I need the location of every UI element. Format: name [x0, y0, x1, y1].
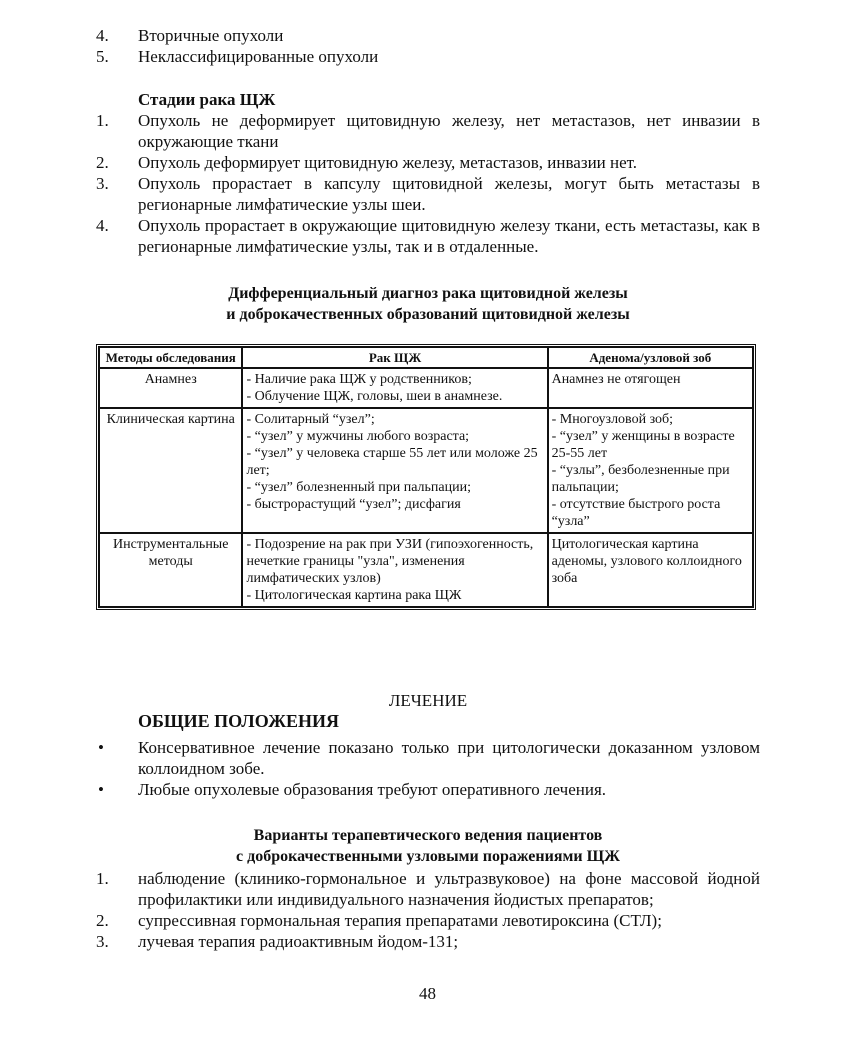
list-item-number: 2.	[96, 911, 109, 930]
table-cell-method: Клиническая картина	[99, 408, 242, 533]
tumor-types-list	[96, 25, 760, 67]
list-item	[96, 931, 760, 952]
cell-line: - Подозрение на рак при УЗИ (гипоэхогенность, нечеткие границы "узла", изменения лимфатических узлов)	[246, 537, 534, 586]
list-item	[96, 215, 760, 257]
cell-line: - Солитарный “узел”;	[246, 412, 375, 427]
heading-line: Дифференциальный диагноз рака щитовидной железы	[228, 285, 628, 302]
list-item-text: Любые опухолевые образования требуют оперативного лечения.	[138, 780, 607, 799]
bullet-icon: •	[98, 780, 104, 799]
list-item	[96, 779, 760, 800]
table-row	[99, 368, 753, 408]
differential-diagnosis-heading	[96, 283, 760, 325]
list-item-text: Опухоль деформирует щитовидную железу, метастазов, инвазии нет.	[138, 153, 638, 172]
bullet-icon: •	[98, 738, 104, 757]
list-item-text: супрессивная гормональная терапия препаратами левотироксина (СТЛ);	[138, 911, 662, 930]
table-header-row	[99, 347, 753, 368]
cell-line: - “узлы”, безболезненные при пальпации;	[551, 463, 730, 495]
table-header-cancer: Рак ЩЖ	[242, 347, 547, 368]
stages-list	[96, 110, 760, 257]
list-item-number: 4.	[96, 216, 109, 235]
list-item	[96, 910, 760, 931]
therapy-variants-list	[96, 868, 760, 952]
list-item	[96, 25, 760, 46]
table-cell-cancer	[242, 368, 547, 408]
table-row	[99, 533, 753, 607]
cell-line: - Наличие рака ЩЖ у родственников;	[246, 372, 472, 387]
general-provisions-heading: ОБЩИЕ ПОЛОЖЕНИЯ	[138, 711, 340, 731]
cell-line: - отсутствие быстрого роста “узла”	[551, 497, 721, 529]
table-cell-adenoma	[548, 533, 753, 607]
cell-line: - Цитологическая картина рака ЩЖ	[246, 588, 462, 603]
list-item-text: наблюдение (клинико-гормональное и ультразвуковое) на фоне массовой йодной профилактики или индивидуального назначения йодистых препаратов;	[138, 869, 760, 909]
differential-diagnosis-table	[96, 344, 756, 610]
cell-line: - Многоузловой зоб;	[551, 412, 674, 427]
list-item-number: 5.	[96, 47, 109, 66]
cell-line: - быстрорастущий “узел”; дисфагия	[246, 497, 461, 512]
cell-line: - “узел” у человека старше 55 лет или моложе 25 лет;	[246, 446, 538, 478]
list-item-number: 3.	[96, 174, 109, 193]
table-row	[99, 408, 753, 533]
list-item	[96, 152, 760, 173]
cell-line: - Облучение ЩЖ, головы, шеи в анамнезе.	[246, 389, 503, 404]
stages-heading: Стадии рака ЩЖ	[138, 90, 276, 109]
list-item	[96, 173, 760, 215]
table-header-methods: Методы обследования	[99, 347, 242, 368]
list-item-number: 1.	[96, 869, 109, 888]
treatment-title: ЛЕЧЕНИЕ	[388, 691, 468, 710]
list-item	[96, 868, 760, 910]
list-item-number: 1.	[96, 111, 109, 130]
table-header-adenoma: Аденома/узловой зоб	[548, 347, 753, 368]
list-item-number: 2.	[96, 153, 109, 172]
table-cell-adenoma	[548, 408, 753, 533]
general-provisions-list	[96, 737, 760, 800]
list-item-text: Опухоль прорастает в капсулу щитовидной железы, могут быть метастазы в регионарные лимфатические узлы шеи.	[138, 174, 760, 214]
table-cell-method: Инструментальные методы	[99, 533, 242, 607]
list-item-number: 4.	[96, 26, 109, 45]
list-item-number: 3.	[96, 932, 109, 951]
list-item-text: лучевая терапия радиоактивным йодом-131;	[138, 932, 459, 951]
list-item	[96, 110, 760, 152]
therapy-variants-heading	[96, 825, 760, 867]
list-item-text: Консервативное лечение показано только при цитологически доказанном узловом коллоидном зобе.	[138, 738, 760, 778]
table-cell-cancer	[242, 533, 547, 607]
table-cell-cancer	[242, 408, 547, 533]
cell-line: - “узел” у женщины в возрасте 25-55 лет	[551, 429, 735, 461]
heading-line: Варианты терапевтического ведения пациентов	[253, 827, 603, 844]
list-item-text: Вторичные опухоли	[138, 26, 284, 45]
heading-line: с доброкачественными узловыми поражениями ЩЖ	[236, 848, 620, 865]
list-item-text: Опухоль прорастает в окружающие щитовидную железу ткани, есть метастазы, как в регионарные лимфатические узлы, так и в отдаленные.	[138, 216, 760, 256]
list-item	[96, 46, 760, 67]
heading-line: и доброкачественных образований щитовидной железы	[226, 306, 630, 323]
cell-line: Анамнез не отягощен	[551, 372, 681, 387]
cell-line: - “узел” у мужчины любого возраста;	[246, 429, 470, 444]
list-item-text: Опухоль не деформирует щитовидную железу, нет метастазов, нет инвазии в окружающие ткани	[138, 111, 760, 151]
table-cell-adenoma	[548, 368, 753, 408]
cell-line: Цитологическая картина аденомы, узлового коллоидного зоба	[551, 537, 742, 586]
list-item	[96, 737, 760, 779]
table-cell-method: Анамнез	[99, 368, 242, 408]
cell-line: - “узел” болезненный при пальпации;	[246, 480, 471, 495]
list-item-text: Неклассифицированные опухоли	[138, 47, 379, 66]
page-number: 48	[419, 984, 436, 1003]
